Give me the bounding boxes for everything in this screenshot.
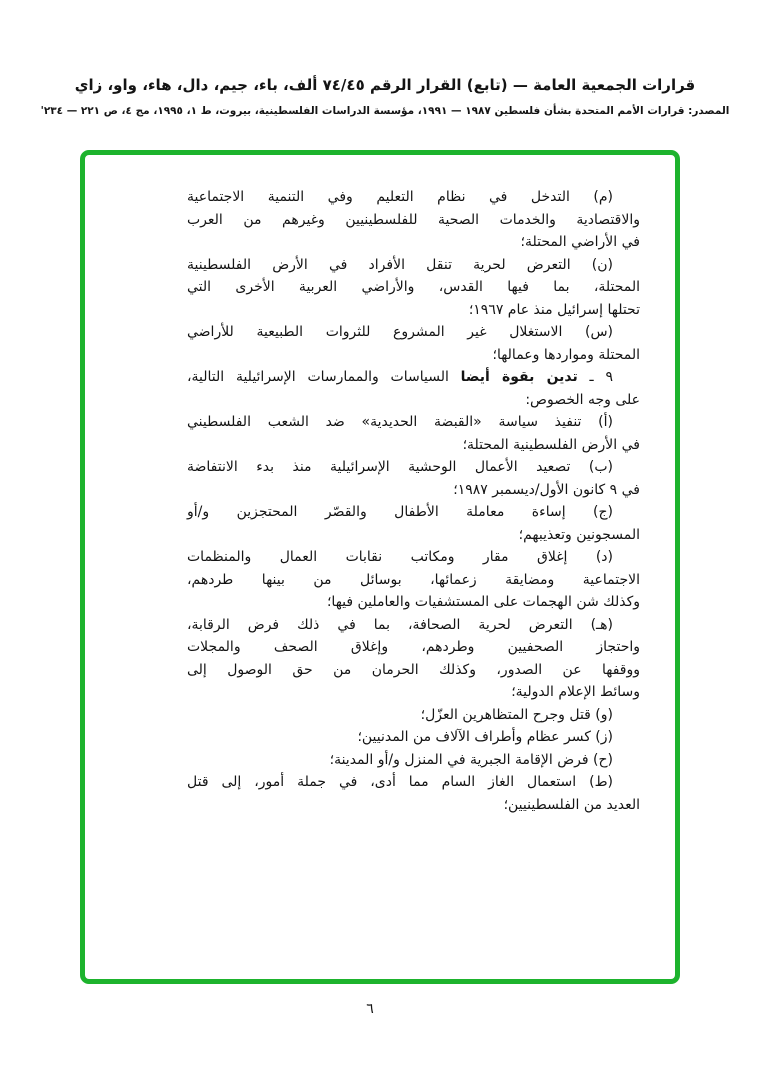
text-segment: ٩ ـ bbox=[577, 369, 613, 385]
text-segment: وكذلك شن الهجمات على المستشفيات والعاملين فيها؛ bbox=[326, 594, 640, 610]
text-segment: (ب) تصعيد الأعمال الوحشية الإسرائيلية منذ بدء الانتفاضة bbox=[187, 459, 613, 475]
text-segment: في الأرض الفلسطينية المحتلة؛ bbox=[462, 436, 640, 453]
text-segment: (و) قتل وجرح المتظاهرين العزّل؛ bbox=[420, 706, 613, 723]
text-line bbox=[187, 614, 640, 637]
text-line bbox=[187, 434, 640, 457]
text-segment: (ح) فرض الإقامة الجبرية في المنزل و/أو المدينة؛ bbox=[329, 751, 613, 768]
text-line bbox=[187, 546, 640, 569]
text-segment-bold: تدين بقوة أيضا bbox=[460, 369, 578, 385]
text-line bbox=[187, 659, 640, 682]
text-line bbox=[187, 569, 640, 592]
text-line bbox=[187, 186, 640, 209]
text-segment: السياسات والممارسات الإسرائيلية التالية، bbox=[187, 369, 461, 385]
text-segment: (د) إغلاق مقار ومكاتب نقابات العمال والمنظمات bbox=[187, 549, 613, 565]
text-line bbox=[187, 524, 640, 547]
text-segment: (م) التدخل في نظام التعليم وفي التنمية الاجتماعية bbox=[187, 189, 613, 205]
page-number: ٦ bbox=[366, 1001, 374, 1017]
text-segment: والاقتصادية والخدمات الصحية للفلسطينيين وغيرهم من العرب bbox=[187, 211, 640, 228]
text-segment: (أ) تنفيذ سياسة «القبضة الحديدية» ضد الشعب الفلسطيني bbox=[187, 414, 613, 430]
text-line bbox=[187, 299, 640, 322]
text-line bbox=[187, 456, 640, 479]
document-title: قرارات الجمعية العامة — (تابع) القرار الرقم ٧٤/٤٥ ألف، باء، جيم، دال، هاء، واو، زاي bbox=[74, 76, 696, 94]
text-line bbox=[187, 636, 640, 659]
text-segment: (ز) كسر عظام وأطراف الآلاف من المدنيين؛ bbox=[357, 729, 613, 745]
text-line bbox=[187, 366, 640, 389]
text-segment: المحتلة ومواردها وعمالها؛ bbox=[492, 346, 640, 363]
text-segment: تحتلها إسرائيل منذ عام ١٩٦٧؛ bbox=[468, 301, 640, 318]
text-segment: وسائط الإعلام الدولية؛ bbox=[511, 684, 640, 700]
text-segment: (هـ) التعرض لحرية الصحافة، بما في ذلك فرض الرقابة، bbox=[187, 616, 613, 633]
text-segment: على وجه الخصوص: bbox=[525, 391, 640, 408]
source-citation: المصدر: قرارات الأمم المتحدة بشأن فلسطين ١٩٨٧ — ١٩٩١، مؤسسة الدراسات الفلسطينية، بيروت، ط ١، ١٩٩٥، مج ٤، ص ٢٢١ — ٢٣٤' bbox=[40, 105, 730, 117]
text-line bbox=[187, 231, 640, 254]
text-line bbox=[187, 254, 640, 277]
text-line bbox=[187, 501, 640, 524]
text-line bbox=[187, 321, 640, 344]
text-segment: المسجونين وتعذيبهم؛ bbox=[518, 526, 640, 543]
text-line bbox=[187, 389, 640, 412]
text-line bbox=[187, 411, 640, 434]
text-line bbox=[187, 726, 640, 749]
text-segment: الاجتماعية ومضايقة زعمائها، بوسائل من بينها طردهم، bbox=[187, 571, 640, 588]
text-line bbox=[187, 591, 640, 614]
text-segment: (س) الاستغلال غير المشروع للثروات الطبيعية للأراضي bbox=[187, 324, 613, 340]
text-line bbox=[187, 344, 640, 367]
resolution-text bbox=[187, 186, 640, 816]
text-segment: ووقفها عن الصدور، وكذلك الحرمان من حق الوصول إلى bbox=[187, 661, 640, 678]
text-line bbox=[187, 749, 640, 772]
text-segment: المحتلة، بما فيها القدس، والأراضي العربية الأخرى التي bbox=[187, 279, 640, 295]
text-segment: في الأراضي المحتلة؛ bbox=[520, 234, 640, 250]
text-segment: (ج) إساءة معاملة الأطفال والقصّر المحتجزين و/أو bbox=[187, 504, 613, 520]
text-line bbox=[187, 209, 640, 232]
text-line bbox=[187, 479, 640, 502]
text-line bbox=[187, 704, 640, 727]
text-segment: العديد من الفلسطينيين؛ bbox=[503, 796, 640, 813]
text-line bbox=[187, 276, 640, 299]
text-line bbox=[187, 794, 640, 817]
text-segment: (ط) استعمال الغاز السام مما أدى، في جملة أمور، إلى قتل bbox=[187, 774, 613, 790]
text-line bbox=[187, 771, 640, 794]
text-line bbox=[187, 681, 640, 704]
text-segment: واحتجاز الصحفيين وطردهم، وإغلاق الصحف والمجلات bbox=[187, 639, 640, 655]
text-segment: في ٩ كانون الأول/ديسمبر ١٩٨٧؛ bbox=[453, 481, 640, 498]
text-segment: (ن) التعرض لحرية تنقل الأفراد في الأرض الفلسطينية bbox=[187, 256, 613, 273]
